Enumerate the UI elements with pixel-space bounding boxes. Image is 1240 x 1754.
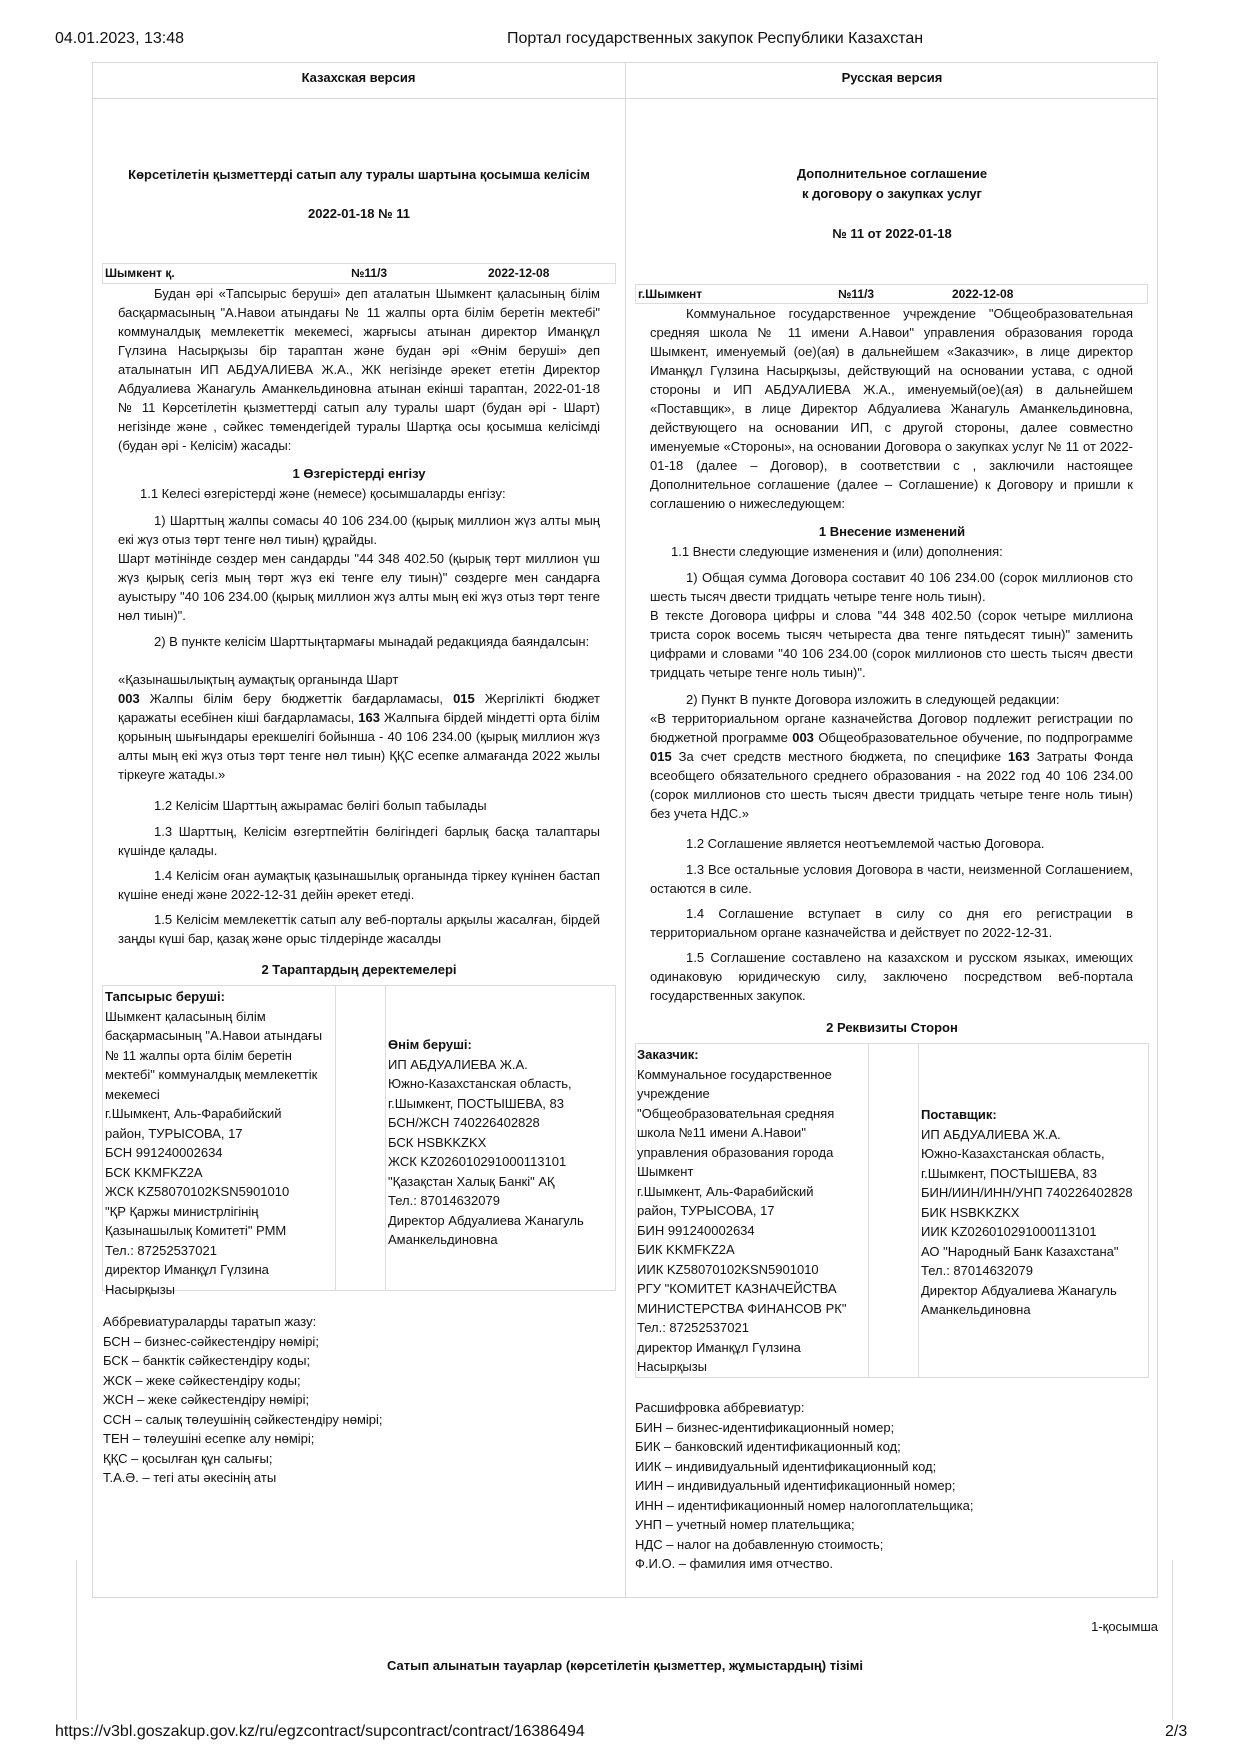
detail-line: БСК KKMFKZ2A (105, 1164, 203, 1180)
detail-line: район, ТУРЫСОВА, 17 (105, 1125, 243, 1141)
detail-line: мектебі" коммуналдық мемлекеттік (105, 1067, 318, 1082)
abbr-line: ЖСН – жеке сәйкестендіру нөмірі; (103, 1392, 310, 1407)
abbr-line: БСК – банктік сәйкестендіру коды; (103, 1353, 311, 1368)
detail-line: район, ТУРЫСОВА, 17 (637, 1203, 775, 1218)
ru-clause-1-1-b: В тексте Договора цифры и слова "44 348 402.50 (сорок четыре миллиона триста сорок восемь тысяч четыреста два тенге пятьдесят тиын)" заменить цифрами и словами "40 106 234.00 (сорок миллионов сто шесть тысяч двести тридцать четыре тенге ноль тиын)". (650, 608, 1133, 680)
ru-subtitle: № 11 от 2022-01-18 (832, 226, 952, 241)
abbr-line: БИН – бизнес-идентификационный номер; (635, 1419, 895, 1435)
abbr-line: ИИК – индивидуальный идентификационный код; (635, 1458, 937, 1474)
detail-line: БИК HSBKKZKX (921, 1204, 1020, 1220)
ru-column-header: Русская версия (841, 70, 943, 85)
detail-line: БИН 991240002634 (637, 1222, 755, 1238)
abbr-line: НДС – налог на добавленную стоимость; (635, 1536, 884, 1552)
abbr-line: Аббревиатураларды таратып жазу: (103, 1314, 317, 1329)
detail-line: "Қазақстан Халық Банкі" АҚ (388, 1173, 555, 1189)
quote-part: Жалпы білім беру бюджеттік бағдарламасы, (139, 691, 454, 706)
abbr-line: ИИН – индивидуальный идентификационный номер; (635, 1478, 956, 1493)
kz-city: Шымкент қ. (105, 266, 175, 280)
detail-line: ИП АБДУАЛИЕВА Ж.А. (921, 1126, 1061, 1142)
kz-supplier-block (388, 1035, 614, 1250)
abbr-line: Ф.И.О. – фамилия имя отчество. (635, 1556, 834, 1571)
detail-line: г.Шымкент, Аль-Фарабийский (105, 1106, 282, 1121)
detail-line: "Общеобразовательная средняя (637, 1105, 835, 1121)
detail-line: БИН/ИИН/ИНН/УНП 740226402828 (921, 1185, 1133, 1200)
ru-title-line2: к договору о закупках услуг (802, 186, 982, 201)
detail-line: "ҚР Қаржы министрлігінің (105, 1203, 259, 1219)
ru-customer-block (637, 1045, 867, 1377)
kz-clause-1-1-b: Шарт мәтінінде сөздер мен сандарды "44 348 402.50 (қырық төрт миллион үш жүз қырық сегіз мың төрт жүз екі тенге елу тиын)" сөздерге мен сандарға ауыстыру "40 106 234.00 (қырық миллион жүз алты мың екі жүз отыз төрт тенге нөл тиын)". (118, 551, 600, 623)
detail-line: Қазынашылық Комитеті" РММ (105, 1223, 287, 1238)
program-code: 003 (792, 730, 814, 745)
appendix-left-border (76, 1560, 77, 1720)
ru-customer-label: Заказчик: (637, 1047, 699, 1062)
ru-abbreviations (635, 1398, 1145, 1574)
ru-meta-row (635, 284, 1148, 304)
abbr-line: Расшифровка аббревиатур: (635, 1400, 805, 1415)
detail-line: № 11 жалпы орта білім беретін (105, 1047, 292, 1063)
subprogram-code: 015 (650, 749, 672, 764)
detail-line: АО "Народный Банк Казахстана" (921, 1243, 1119, 1259)
detail-line: Шымкент қаласының білім (105, 1008, 266, 1024)
specific-code: 163 (358, 710, 380, 725)
appendix-title: Сатып алынатын тауарлар (көрсетілетін қызметтер, жұмыстардың) тізімі (386, 1658, 864, 1673)
abbr-line: БСН – бизнес-сәйкестендіру нөмірі; (103, 1333, 319, 1349)
ru-customer-details (637, 1065, 867, 1377)
detail-line: ЖСК KZ58070102KSN5901010 (105, 1184, 290, 1199)
detail-line: Тел.: 87252537021 (105, 1242, 217, 1258)
ru-quote-text (650, 709, 1133, 823)
detail-line: г.Шымкент, ПОСТЫШЕВА, 83 (388, 1095, 564, 1111)
kz-quote-intro: «Қазынашылықтың аумақтық органында Шарт (118, 672, 399, 687)
kz-date: 2022-12-08 (488, 266, 550, 280)
kz-customer-details (105, 1007, 333, 1300)
ru-requisites-table (635, 1043, 1149, 1378)
detail-line: Насырқызы (105, 1281, 176, 1297)
kz-section2-title: 2 Тараптардың деректемелері (261, 962, 457, 977)
detail-line: БСК HSBKKZKX (388, 1134, 487, 1150)
ru-supplier-block (921, 1105, 1148, 1320)
kz-quote-text (118, 689, 600, 784)
detail-line: Тел.: 87014632079 (388, 1193, 500, 1208)
detail-line: Шымкент (637, 1164, 694, 1179)
detail-line: ИП АБДУАЛИЕВА Ж.А. (388, 1056, 528, 1072)
kz-abbreviations (103, 1312, 603, 1488)
detail-line: мекемесі (105, 1086, 160, 1102)
kz-clause-1-3: 1.3 Шарттың, Келісім өзгертпейтін бөлігіндегі барлық басқа талаптары күшінде қалады. (118, 824, 600, 858)
abbr-line: Т.А.Ә. – тегі аты әкесінің аты (103, 1470, 277, 1485)
kz-number: №11/3 (351, 266, 388, 280)
detail-line: школа №11 имени А.Навои" (637, 1125, 806, 1140)
quote-part: Жалпыға бірдей міндетті орта білім қорының шығындары ерекшелігі бойынша - 40 106 234.00 (қырық миллион жүз алты мың екі жүз отыз төрт тенге нөл тиын) ҚҚС есепке алмағанда 2022 жылы тіркеуге жатады.» (118, 710, 600, 782)
detail-line: г.Шымкент, ПОСТЫШЕВА, 83 (921, 1165, 1097, 1181)
kz-customer-block (105, 987, 333, 1299)
detail-line: РГУ "КОМИТЕТ КАЗНАЧЕЙСТВА (637, 1281, 837, 1296)
kz-customer-label: Тапсырыс беруші: (105, 989, 225, 1004)
ru-supplier-details (921, 1125, 1148, 1320)
abbr-line: ТЕН – төлеушіні есепке алу нөмірі; (103, 1431, 315, 1446)
ru-clause-1-1-c: 2) Пункт В пункте Договора изложить в следующей редакции: (686, 692, 1060, 707)
kz-preamble: Будан әрі «Тапсырыс беруші» деп аталатын Шымкент қаласының білім басқармасының "А.Навои атындағы № 11 жалпы орта білім беретін мектебі" коммуналдық мемлекеттік мекемесі, жарғысы атынан директор Иманқұл Гүлзина Насырқызы бір тараптан және будан әрі «Өнім беруші» деп аталынатын ИП АБДУАЛИЕВА Ж.А., ЖК негізінде әрекет ететін Директор Абдуалиева Жанагуль Аманкельдиновна атынан екінші тараптан, 2022-01-18 № 11 Көрсетілетін қызметтерді сатып алу туралы шарт (будан әрі - Шарт) негізінде және , сәйкес төмендегідей туралы Шартқа осы қосымша келісімді (будан әрі - Келісім) жасады: (118, 286, 600, 453)
kz-clause-1-1-a: 1) Шарттың жалпы сомасы 40 106 234.00 (қырық миллион жүз алты мың екі жүз отыз төрт тенге нөл тиын) құрайды. (118, 513, 600, 547)
appendix-label: 1-қосымша (1091, 1619, 1158, 1634)
detail-line: МИНИСТЕРСТВА ФИНАНСОВ РК" (637, 1300, 847, 1316)
kz-requisites-table (102, 985, 616, 1297)
ru-clause-1-2: 1.2 Соглашение является неотъемлемой частью Договора. (686, 836, 1045, 851)
kz-clause-1-4: 1.4 Келісім оған аумақтық қазынашылық органында тіркеу күнінен бастап күшіне енеді және 2022-12-31 дейін әрекет етеді. (118, 868, 600, 902)
ru-clause-1-1-a: 1) Общая сумма Договора составит 40 106 234.00 (сорок миллионов сто шесть тысяч двести тридцать четыре тенге ноль тиын). (650, 570, 1133, 604)
detail-line: г.Шымкент, Аль-Фарабийский (637, 1183, 814, 1199)
ru-table-divider (918, 1044, 919, 1377)
ru-clause-1-1: 1.1 Внести следующие изменения и (или) дополнения: (671, 544, 1003, 559)
quote-part: Общеобразовательное обучение, по подпрограмме (813, 730, 1133, 745)
quote-part: Затраты Фонда всеобщего обязательного среднего образования - на 2022 год 40 106 234.00 (сорок миллионов сто шесть тысяч двести тридцать четыре тенге ноль тиын) без учета НДС.» (650, 749, 1133, 821)
ru-preamble: Коммунальное государственное учреждение "Общеобразовательная средняя школа № 11 имени А.Навои" управления образования города Шымкент, именуемый (ое)(ая) в дальнейшем «Заказчик», в лице директор Иманқұл Гүлзина Насырқызы, действующий на основании устава, с одной стороны и ИП АБДУАЛИЕВА Ж.А., именуемый(ое)(ая) в дальнейшем «Поставщик», в лице Директор Абдуалиева Жанагуль Аманкельдиновна, действующего на основании ИП, с другой стороны, далее совместно именуемые «Стороны», на основании Договора о закупках услуг № 11 от 2022-01-18 (далее – Договор), в соответствии с , заключили настоящее Дополнительное соглашение (далее – Соглашение) к Договору и пришли к соглашению о нижеследующем: (650, 306, 1133, 511)
abbr-line: ИНН – идентификационный номер налогоплательщика; (635, 1497, 974, 1513)
ru-city: г.Шымкент (638, 287, 703, 301)
subprogram-code: 015 (453, 691, 475, 706)
ru-clause-1-3: 1.3 Все остальные условия Договора в части, неизменной Соглашением, остаются в силе. (650, 862, 1133, 896)
detail-line: Южно-Казахстанская область, (921, 1146, 1105, 1161)
page-url[interactable]: https://v3bl.goszakup.gov.kz/ru/egzcontract/supcontract/contract/16386494 (55, 1723, 585, 1740)
abbr-line: ҚҚС – қосылған құн салығы; (103, 1450, 273, 1466)
detail-line: учреждение (637, 1086, 710, 1101)
detail-line: Коммунальное государственное (637, 1066, 832, 1082)
abbr-line: ЖСК – жеке сәйкестендіру коды; (103, 1372, 301, 1388)
detail-line: Аманкельдиновна (921, 1302, 1031, 1317)
detail-line: басқармасының "А.Навои атындағы (105, 1028, 323, 1043)
detail-line: ЖСК KZ026010291000113101 (388, 1154, 567, 1169)
detail-line: Директор Абдуалиева Жанагуль (921, 1282, 1117, 1298)
specific-code: 163 (1008, 749, 1030, 764)
program-code: 003 (118, 691, 140, 706)
kz-clause-1-2: 1.2 Келісім Шарттың ажырамас бөлігі болып табылады (154, 798, 487, 813)
ru-clause-1-4: 1.4 Соглашение вступает в силу со дня его регистрации в территориальном органе казначейства и действует по 2022-12-31. (650, 906, 1133, 940)
detail-line: ИИК KZ58070102KSN5901010 (637, 1261, 819, 1277)
kz-section1-title: 1 Өзгерістерді енгізу (292, 466, 426, 481)
header-row-divider (92, 98, 1158, 99)
ru-number: №11/3 (838, 287, 875, 301)
column-divider (625, 62, 626, 1598)
detail-line: Тел.: 87252537021 (637, 1320, 749, 1335)
detail-line: Аманкельдиновна (388, 1232, 498, 1247)
kz-meta-row (102, 263, 616, 284)
ru-section1-title: 1 Внесение изменений (818, 524, 966, 539)
abbr-line: БИК – банковский идентификационный код; (635, 1439, 901, 1454)
kz-title: Көрсетілетін қызметтерді сатып алу туралы шартына қосымша келісім (128, 167, 590, 182)
quote-part: «В территориальном органе казначейства Договор подлежит регистрации по бюджетной программе (650, 711, 1133, 745)
detail-line: Насырқызы (637, 1359, 708, 1374)
abbr-line: УНП – учетный номер плательщика; (635, 1517, 855, 1532)
kz-supplier-label: Өнім беруші: (388, 1037, 472, 1052)
quote-part: Жергілікті бюджет қаражаты есебінен кіші бағдарламасы, (118, 691, 600, 725)
detail-line: директор Иманқұл Гүлзина (105, 1262, 269, 1277)
detail-line: управления образования города (637, 1144, 834, 1160)
portal-title: Портал государственных закупок Республики Казахстан (507, 30, 924, 47)
ru-clause-1-5: 1.5 Соглашение составлено на казахском и русском языках, имеющих одинаковую юридическую силу, заключено посредством веб-портала государственных закупок. (650, 950, 1133, 1003)
detail-line: Директор Абдуалиева Жанагуль (388, 1212, 584, 1228)
ru-section2-title: 2 Реквизиты Сторон (826, 1020, 958, 1035)
ru-date: 2022-12-08 (952, 287, 1014, 301)
detail-line: ИИК KZ026010291000113101 (921, 1224, 1097, 1239)
print-datetime: 04.01.2023, 13:48 (55, 30, 185, 47)
kz-clause-1-1-c: 2) В пункте келісім Шарттыңтармағы мынадай редакцияда баяндалсын: (154, 634, 590, 649)
kz-subtitle: 2022-01-18 № 11 (308, 206, 410, 221)
ru-table-divider (868, 1044, 869, 1377)
ru-title: Дополнительное соглашение (796, 166, 988, 181)
detail-line: БСН 991240002634 (105, 1145, 223, 1160)
kz-supplier-details (388, 1055, 614, 1250)
kz-table-divider (385, 986, 386, 1290)
ru-supplier-label: Поставщик: (921, 1107, 997, 1122)
kz-table-divider (335, 986, 336, 1290)
detail-line: Тел.: 87014632079 (921, 1263, 1033, 1278)
kz-column-header: Казахская версия (301, 70, 416, 85)
detail-line: БСН/ЖСН 740226402828 (388, 1115, 540, 1130)
detail-line: БИК KKMFKZ2A (637, 1242, 735, 1257)
appendix-right-border (1172, 1560, 1173, 1720)
detail-line: Южно-Казахстанская область, (388, 1076, 572, 1091)
abbr-line: ССН – салық төлеушінің сәйкестендіру нөмірі; (103, 1411, 383, 1427)
quote-part: За счет средств местного бюджета, по специфике (671, 749, 1009, 764)
detail-line: директор Иманқұл Гүлзина (637, 1339, 801, 1355)
page-number: 2/3 (1165, 1723, 1188, 1740)
kz-clause-1-5: 1.5 Келісім мемлекеттік сатып алу веб-порталы арқылы жасалған, бірдей заңды күші бар, қазақ және орыс тілдерінде жасалды (118, 912, 600, 946)
kz-clause-1-1: 1.1 Келесі өзгерістерді және (немесе) қосымшаларды енгізу: (140, 486, 506, 501)
